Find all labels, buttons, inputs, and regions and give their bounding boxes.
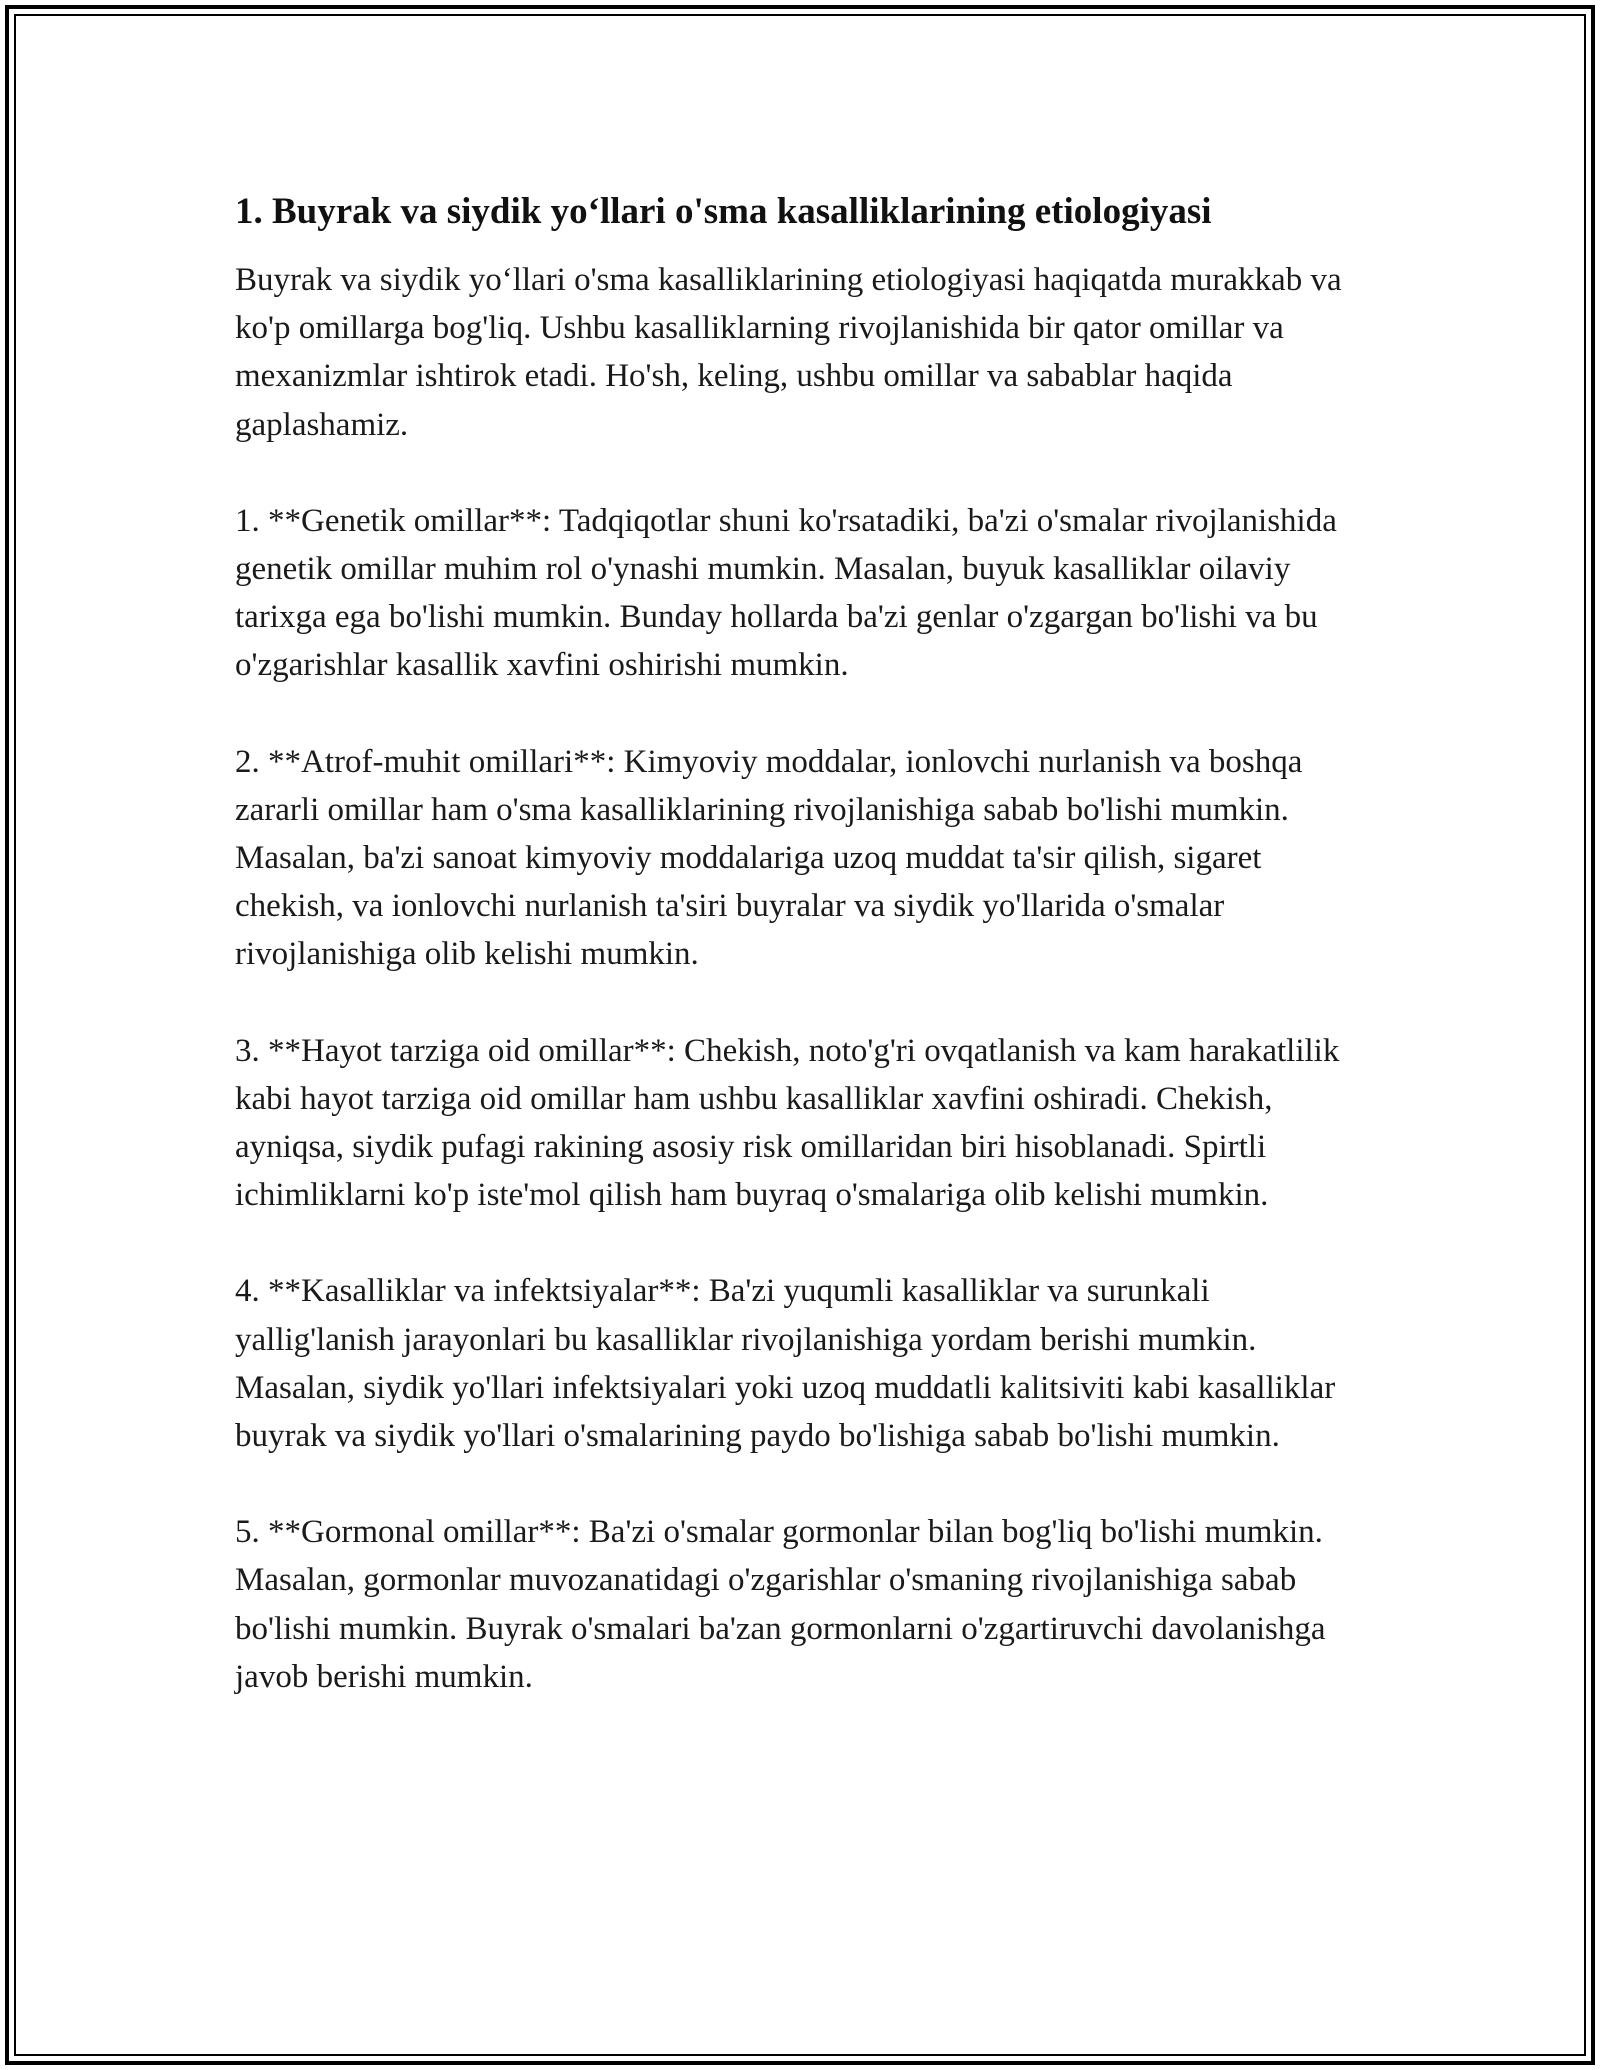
paragraph-environmental-factors: 2. **Atrof-muhit omillari**: Kimyoviy moddalar, ionlovchi nurlanish va boshqa zararli omillar ham o'sma kasalliklarining rivojlanishiga sabab bo'lishi mumkin. Masalan, ba'zi sanoat kimyoviy moddalariga uzoq muddat ta'sir qilish, sigaret chekish, va ionlovchi nurlanish ta'siri buyralar va siydik yo'llarida o'smalar rivojlanishiga olib kelishi mumkin.: [235, 743, 1303, 973]
paragraph-lifestyle-factors: 3. **Hayot tarziga oid omillar**: Chekish, noto'g'ri ovqatlanish va kam harakatlilik kabi hayot tarziga oid omillar ham ushbu kasalliklar xavfini oshiradi. Chekish, ayniqsa, siydik pufagi rakining asosiy risk omillaridan biri hisoblanadi. Spirtli ichimliklarni ko'p iste'mol qilish ham buyraq o'smalariga olib kelishi mumkin.: [235, 1032, 1340, 1214]
document-title: 1. Buyrak va siydik yo‘llari o'sma kasalliklarining etiologiyasi: [235, 191, 1212, 232]
paragraph-hormonal-factors: 5. **Gormonal omillar**: Ba'zi o'smalar gormonlar bilan bog'liq bo'lishi mumkin. Masalan, gormonlar muvozanatidagi o'zgarishlar o'smaning rivojlanishiga sabab bo'lishi mumkin. Buyrak o'smalari ba'zan gormonlarni o'zgartiruvchi davolanishga javob berishi mumkin.: [235, 1514, 1326, 1695]
document-body: [235, 188, 1365, 1701]
paragraph-genetic-factors: 1. **Genetik omillar**: Tadqiqotlar shuni ko'rsatadiki, ba'zi o'smalar rivojlanishida genetik omillar muhim rol o'ynashi mumkin. Masalan, buyuk kasalliklar oilaviy tarixga ega bo'lishi mumkin. Bunday hollarda ba'zi genlar o'zgargan bo'lishi va bu o'zgarishlar kasallik xavfini oshirishi mumkin.: [235, 502, 1337, 684]
paragraph-diseases-infections: 4. **Kasalliklar va infektsiyalar**: Ba'zi yuqumli kasalliklar va surunkali yallig'lanish jarayonlari bu kasalliklar rivojlanishiga yordam berishi mumkin. Masalan, siydik yo'llari infektsiyalari yoki uzoq muddatli kalitsiviti kabi kasalliklar buyrak va siydik yo'llari o'smalarining paydo bo'lishiga sabab bo'lishi mumkin.: [235, 1273, 1336, 1455]
intro-paragraph: Buyrak va siydik yo‘llari o'sma kasalliklarining etiologiyasi haqiqatda murakkab va ko'p omillarga bog'liq. Ushbu kasalliklarning rivojlanishida bir qator omillar va mexanizmlar ishtirok etadi. Ho'sh, keling, ushbu omillar va sabablar haqida gaplashamiz.: [235, 262, 1342, 443]
